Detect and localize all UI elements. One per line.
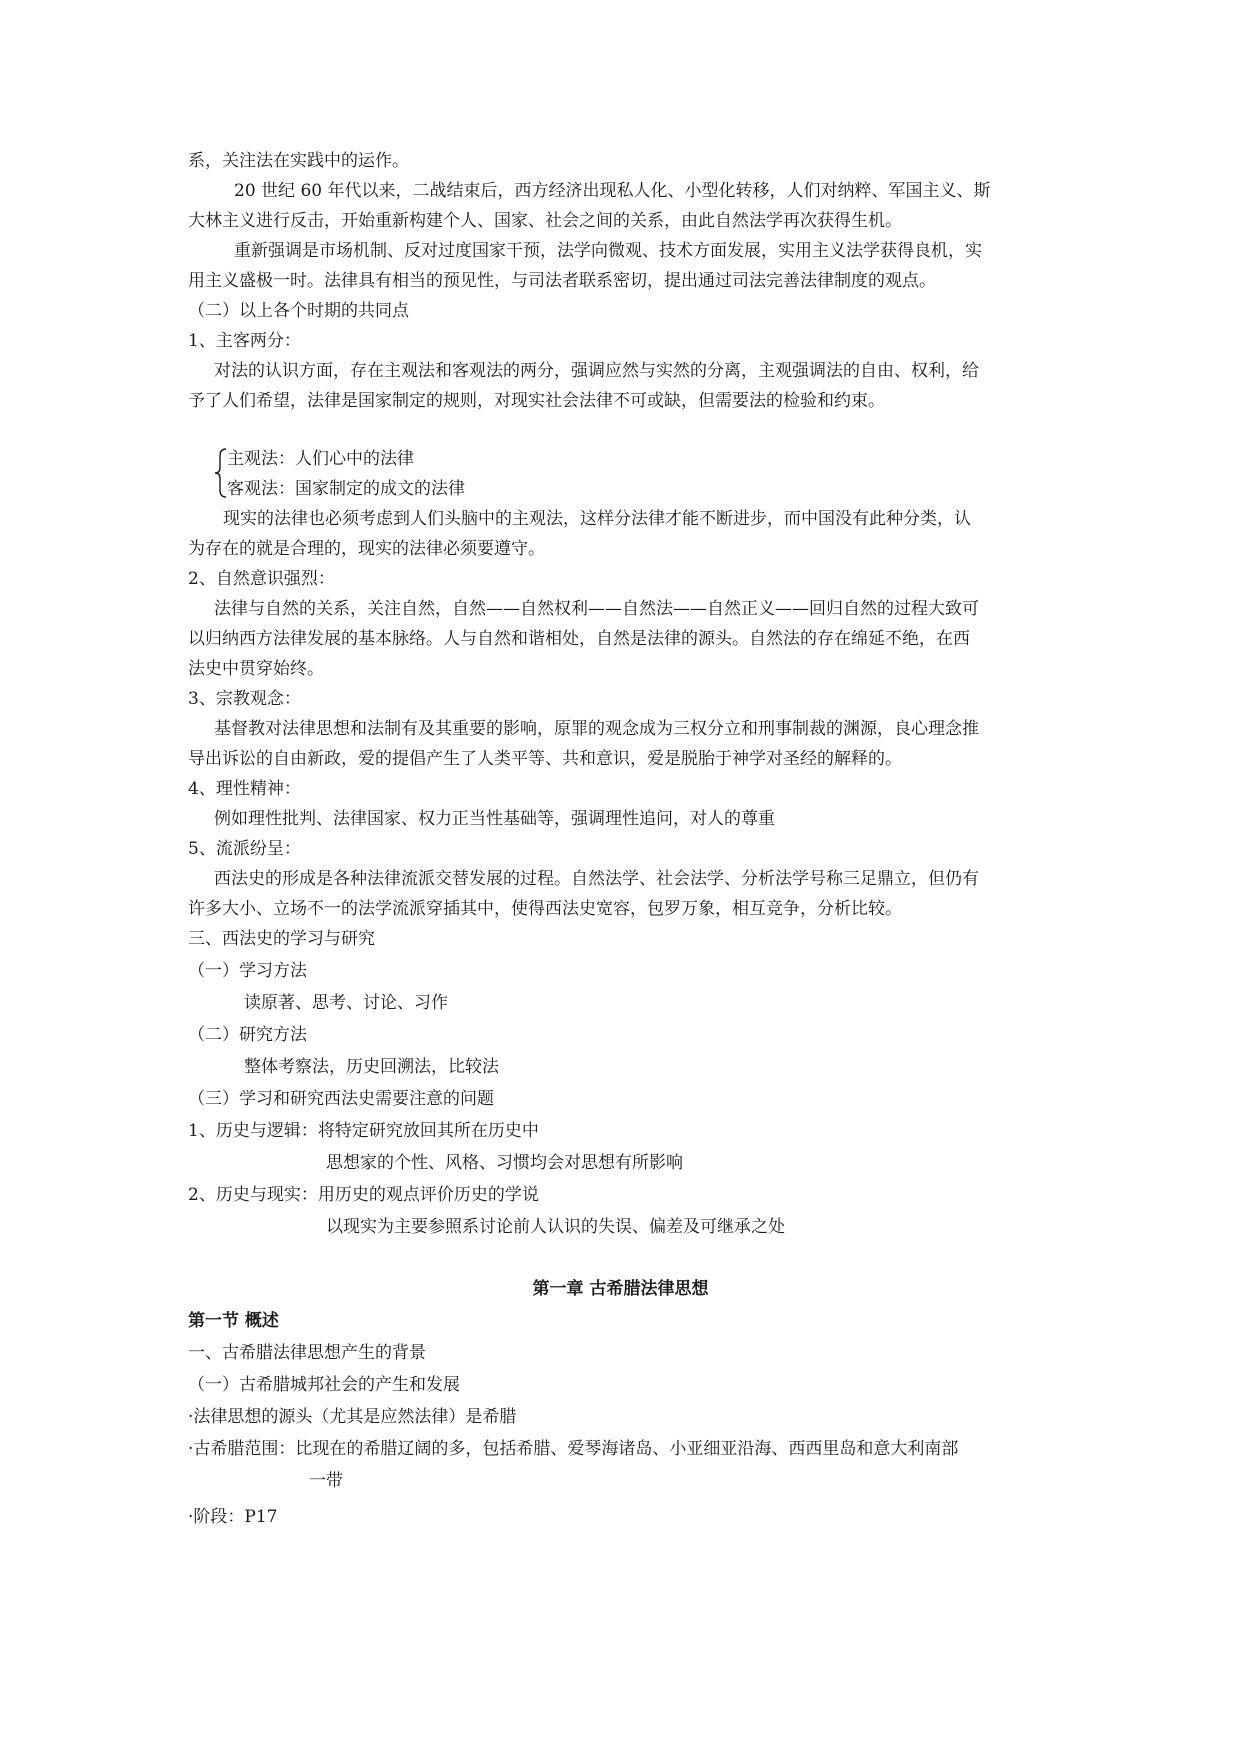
subsection-heading: 4、理性精神： <box>188 779 301 799</box>
text-line: 整体考察法，历史回溯法，比较法 <box>244 1057 499 1077</box>
text-line: 予了人们希望，法律是国家制定的规则，对现实社会法律不可或缺，但需要法的检验和约束。 <box>188 391 885 411</box>
subsection-heading: （二）研究方法 <box>188 1025 307 1045</box>
bullet-item: ·法律思想的源头（尤其是应然法律）是希腊 <box>188 1407 517 1427</box>
text-line: 法律与自然的关系，关注自然，自然——自然权利——自然法——自然正义——回归自然的过程大致可 <box>214 599 979 619</box>
subsection-heading: （三）学习和研究西法史需要注意的问题 <box>188 1089 494 1109</box>
text-line: 2、历史与现实：用历史的观点评价历史的学说 <box>188 1185 539 1205</box>
text-line: 重新强调是市场机制、反对过度国家干预，法学向微观、技术方面发展，实用主义法学获得良机，实 <box>234 241 982 261</box>
text-line: 基督教对法律思想和法制有及其重要的影响，原罪的观念成为三权分立和刑事制裁的渊源，良心理念推 <box>214 719 979 739</box>
text-line: 对法的认识方面，存在主观法和客观法的两分，强调应然与实然的分离，主观强调法的自由、权利，给 <box>214 361 979 381</box>
text-line: 为存在的就是合理的，现实的法律必须要遵守。 <box>188 539 545 559</box>
bullet-item: ·古希腊范围：比现在的希腊辽阔的多，包括希腊、爱琴海诸岛、小亚细亚沿海、西西里岛和意大利南部 <box>188 1439 959 1459</box>
text-line: 1、历史与逻辑：将特定研究放回其所在历史中 <box>188 1121 539 1141</box>
subsection-heading: 5、流派纷呈： <box>188 839 301 859</box>
text-line: 系，关注法在实践中的运作。 <box>188 151 409 171</box>
subsection-heading: 3、宗教观念： <box>188 689 301 709</box>
bullet-continuation: 一带 <box>309 1471 343 1491</box>
text-line: 以归纳西方法律发展的基本脉络。人与自然和谐相处，自然是法律的源头。自然法的存在绵延不绝，在西 <box>188 629 970 649</box>
subsection-heading: 2、自然意识强烈： <box>188 569 335 589</box>
section-heading: 三、西法史的学习与研究 <box>188 929 375 949</box>
bullet-item: ·阶段：P17 <box>188 1507 278 1527</box>
subsection-heading: 1、主客两分： <box>188 331 301 351</box>
text-line: 例如理性批判、法律国家、权力正当性基础等，强调理性追问，对人的尊重 <box>214 809 775 829</box>
brace-bracket <box>214 448 228 498</box>
subsection-heading: （一）古希腊城邦社会的产生和发展 <box>188 1375 460 1395</box>
text-line: 20 世纪 60 年代以来，二战结束后，西方经济出现私人化、小型化转移，人们对纳粹、军国主义、斯 <box>234 181 991 201</box>
text-line: 法史中贯穿始终。 <box>188 659 324 679</box>
section-heading: 一、古希腊法律思想产生的背景 <box>188 1343 426 1363</box>
text-line: 以现实为主要参照系讨论前人认识的失误、偏差及可继承之处 <box>326 1217 785 1237</box>
text-line: 现实的法律也必须考虑到人们头脑中的主观法，这样分法律才能不断进步，而中国没有此种分类，认 <box>223 509 971 529</box>
text-line: 大林主义进行反击，开始重新构建个人、国家、社会之间的关系，由此自然法学再次获得生机。 <box>188 211 902 231</box>
section-heading: （二）以上各个时期的共同点 <box>188 301 409 321</box>
text-line: 主观法：人们心中的法律 <box>227 449 414 469</box>
subsection-heading: （一）学习方法 <box>188 961 307 981</box>
chapter-title: 第一章 古希腊法律思想 <box>532 1279 709 1299</box>
text-line: 用主义盛极一时。法律具有相当的预见性，与司法者联系密切，提出通过司法完善法律制度的观点。 <box>188 271 936 291</box>
text-line: 导出诉讼的自由新政，爱的提倡产生了人类平等、共和意识，爱是脱胎于神学对圣经的解释的。 <box>188 749 902 769</box>
text-line: 思想家的个性、风格、习惯均会对思想有所影响 <box>326 1153 683 1173</box>
section-title: 第一节 概述 <box>188 1311 279 1331</box>
text-line: 西法史的形成是各种法律流派交替发展的过程。自然法学、社会法学、分析法学号称三足鼎立，但仍有 <box>214 869 979 889</box>
text-line: 读原著、思考、讨论、习作 <box>244 993 448 1013</box>
text-line: 客观法：国家制定的成文的法律 <box>227 479 465 499</box>
text-line: 许多大小、立场不一的法学流派穿插其中，使得西法史宽容，包罗万象，相互竞争，分析比较。 <box>188 899 902 919</box>
